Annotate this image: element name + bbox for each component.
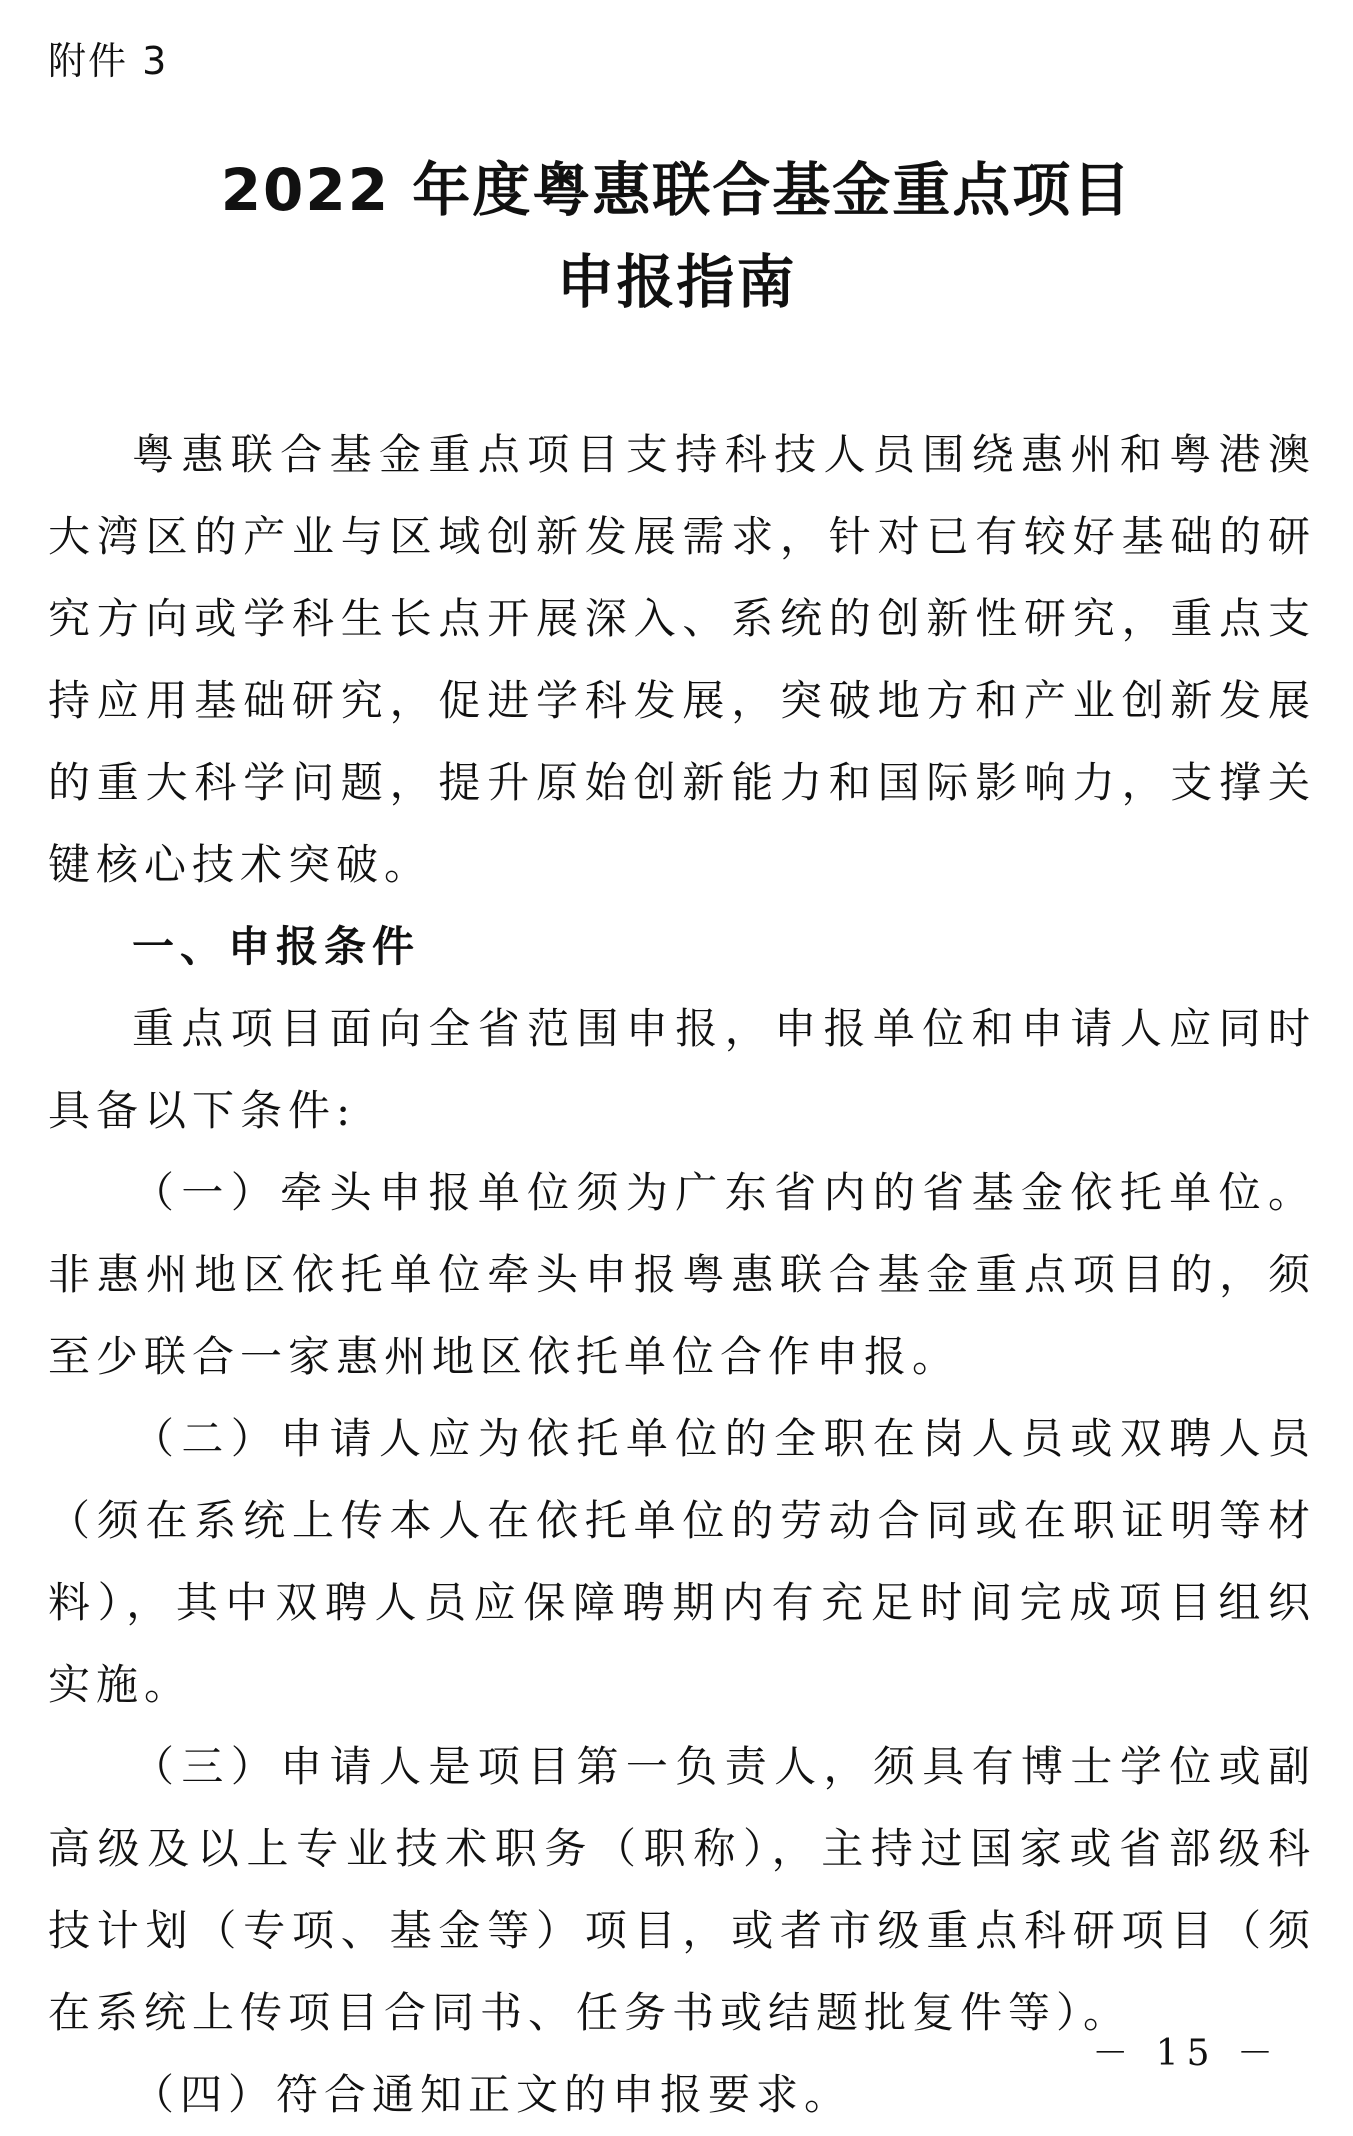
condition-item-3: （三）申请人是项目第一负责人，须具有博士学位或副高级及以上专业技术职务（职称），主持过国家或省部级科技计划（专项、基金等）项目，或者市级重点科研项目（须在系统上传项目合同书、任务书或结题批复件等）。 [48, 1742, 1316, 2037]
section-heading-conditions: 一、申报条件 [132, 922, 421, 971]
conditions-lead-paragraph: 重点项目面向全省范围申报，申报单位和申请人应同时具备以下条件: [48, 1004, 1316, 1135]
condition-item-2: （二）申请人应为依托单位的全职在岗人员或双聘人员（须在系统上传本人在依托单位的劳动合同或在职证明等材料），其中双聘人员应保障聘期内有充足时间完成项目组织实施。 [48, 1414, 1316, 1709]
intro-paragraph: 粤惠联合基金重点项目支持科技人员围绕惠州和粤港澳大湾区的产业与区域创新发展需求，针对已有较好基础的研究方向或学科生长点开展深入、系统的创新性研究，重点支持应用基础研究，促进学科发展，突破地方和产业创新发展的重大科学问题，提升原始创新能力和国际影响力，支撑关键核心技术突破。 [48, 430, 1316, 889]
condition-item-1: （一）牵头申报单位须为广东省内的省基金依托单位。非惠州地区依托单位牵头申报粤惠联合基金重点项目的，须至少联合一家惠州地区依托单位合作申报。 [48, 1168, 1316, 1381]
condition-item-4: （四）符合通知正文的申报要求。 [132, 2070, 853, 2119]
document-title-line-1: 2022 年度粤惠联合基金重点项目 [220, 156, 1133, 224]
page-number: － 15 － [1092, 2033, 1281, 2074]
document-body [48, 414, 1316, 2136]
document-title-line-2: 申报指南 [556, 248, 797, 316]
attachment-label: 附件 3 [48, 39, 169, 83]
